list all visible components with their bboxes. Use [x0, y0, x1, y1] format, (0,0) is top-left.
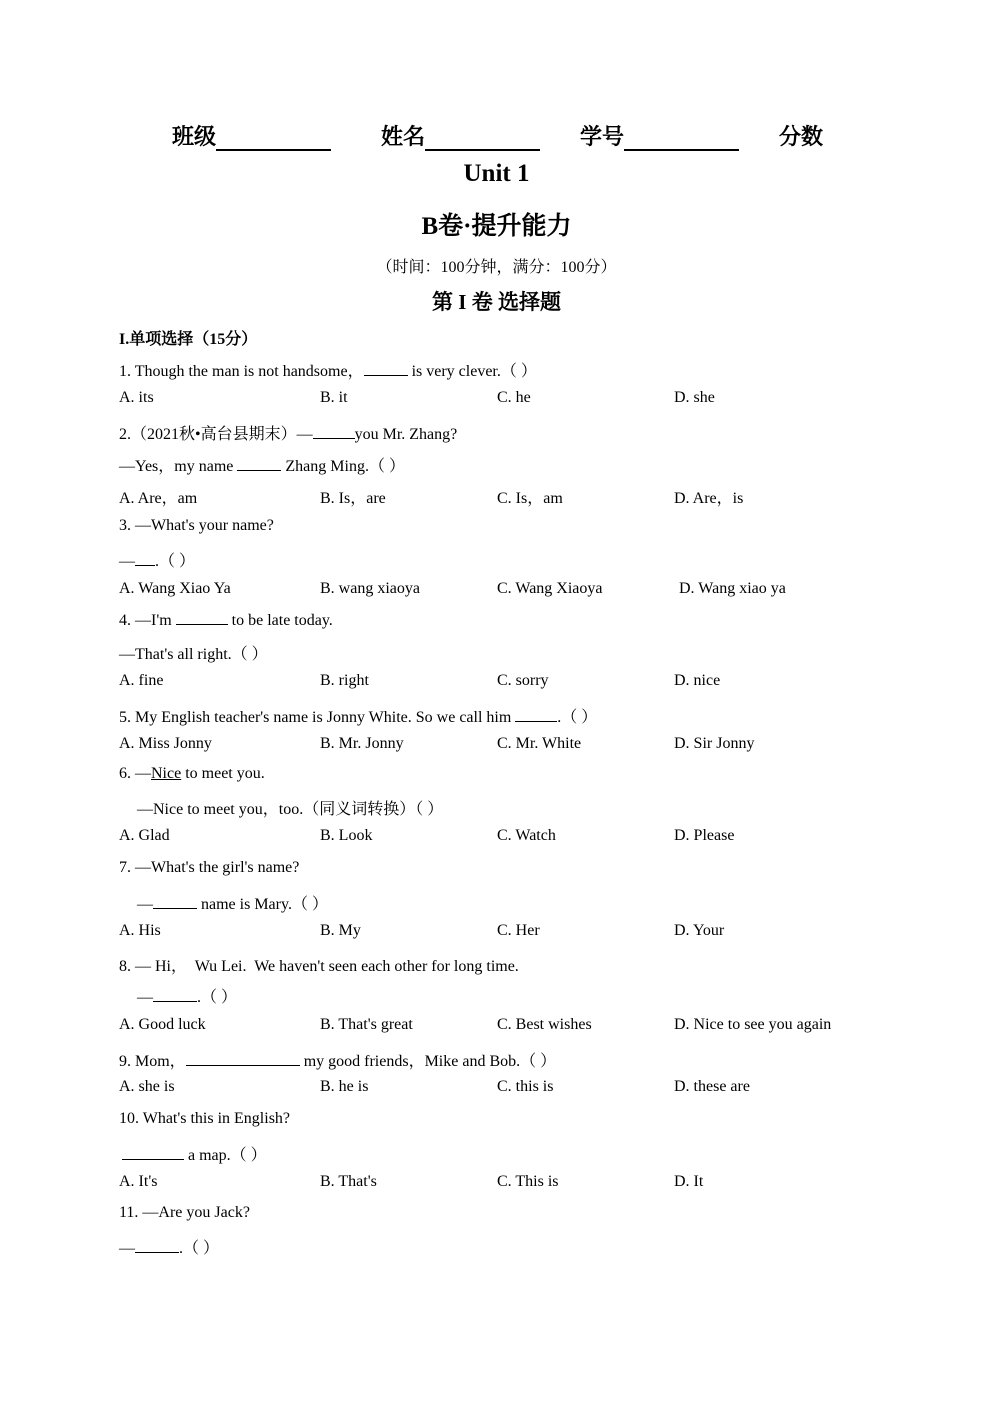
question-text: 1. Though the man is not handsome，	[119, 363, 364, 380]
option-d[interactable]: D. Your	[674, 922, 725, 939]
answer-blank[interactable]	[313, 424, 355, 439]
option-a[interactable]: A. Miss Jonny	[119, 735, 212, 752]
question-text: to be late today.	[231, 612, 333, 629]
option-b[interactable]: B. Is，are	[320, 490, 386, 507]
answer-blank[interactable]	[186, 1051, 300, 1066]
question-text: you Mr. Zhang?	[354, 426, 458, 443]
question-9	[119, 1048, 556, 1071]
question-1	[119, 358, 537, 381]
question-text: —	[137, 989, 153, 1006]
answer-blank[interactable]	[237, 456, 281, 471]
question-text: —	[119, 553, 135, 570]
option-d[interactable]: D. Nice to see you again	[674, 1016, 832, 1033]
option-c[interactable]: C. This is	[497, 1173, 559, 1190]
question-7: 7. —What's the girl's name?	[119, 859, 300, 876]
question-text: to meet you.	[185, 765, 265, 782]
option-c[interactable]: C. sorry	[497, 672, 549, 689]
question-text: 9. Mom，	[119, 1053, 186, 1070]
question-11: 11. —Are you Jack?	[119, 1204, 250, 1221]
option-b[interactable]: B. That's great	[320, 1016, 413, 1033]
id-label: 学号	[580, 124, 625, 149]
question-8: 8. — Hi， Wu Lei. We haven't seen each other for long time.	[119, 958, 519, 975]
page-subtitle: B卷·提升能力	[421, 213, 572, 240]
option-c[interactable]: C. Wang Xiaoya	[497, 580, 603, 597]
option-b[interactable]: B. Mr. Jonny	[320, 735, 404, 752]
question-text: .（ ）	[197, 989, 238, 1006]
class-label: 班级	[172, 124, 217, 149]
option-b[interactable]: B. wang xiaoya	[320, 580, 420, 597]
option-c[interactable]: C. this is	[497, 1078, 554, 1095]
part-title: 第 I 卷 选择题	[432, 290, 561, 314]
form-header-score	[779, 120, 823, 151]
question-text: .（ ）	[179, 1240, 220, 1257]
question-text: —	[119, 1240, 135, 1257]
answer-blank[interactable]	[135, 1238, 179, 1253]
option-a[interactable]: A. fine	[119, 672, 164, 689]
page-title: Unit 1	[463, 160, 530, 187]
option-a[interactable]: A. It's	[119, 1173, 158, 1190]
option-b[interactable]: B. My	[320, 922, 361, 939]
question-text: is very clever.（ ）	[411, 363, 537, 380]
option-c[interactable]: C. Mr. White	[497, 735, 582, 752]
question-text: .（ ）	[557, 709, 598, 726]
option-b[interactable]: B. right	[320, 672, 369, 689]
time-note: （时间：100分钟，满分：100分）	[376, 259, 617, 276]
option-c[interactable]: C. Best wishes	[497, 1016, 592, 1033]
question-7-line-2	[137, 891, 328, 914]
question-text: name is Mary.（ ）	[201, 896, 328, 913]
question-5	[119, 704, 597, 727]
form-header-name	[381, 120, 540, 151]
question-11-line-2	[119, 1235, 219, 1258]
question-6	[119, 765, 265, 783]
question-4	[119, 610, 333, 630]
option-b[interactable]: B. it	[320, 389, 348, 406]
question-text: —Yes，my name	[119, 458, 234, 475]
option-d[interactable]: D. nice	[674, 672, 721, 689]
section-title: I.单项选择（15分）	[119, 331, 258, 348]
option-a[interactable]: A. Are，am	[119, 490, 198, 507]
question-3-line-2	[119, 548, 195, 571]
option-c[interactable]: C. he	[497, 389, 531, 406]
option-a[interactable]: A. she is	[119, 1078, 175, 1095]
question-10-line-2	[122, 1142, 267, 1165]
option-a[interactable]: A. Good luck	[119, 1016, 206, 1033]
underlined-word: Nice	[151, 765, 182, 782]
question-text: 2.（2021秋•高台县期末）—	[119, 426, 313, 443]
option-a[interactable]: A. Wang Xiao Ya	[119, 580, 231, 597]
form-header	[172, 120, 331, 151]
form-header-id	[580, 120, 739, 151]
answer-blank[interactable]	[176, 610, 228, 625]
question-6-line-2: —Nice to meet you，too.（同义词转换）（ ）	[137, 801, 444, 818]
option-a[interactable]: A. His	[119, 922, 161, 939]
option-d[interactable]: D. Are，is	[674, 490, 744, 507]
name-blank	[425, 127, 540, 151]
class-blank	[216, 127, 331, 151]
option-b[interactable]: B. That's	[320, 1173, 377, 1190]
question-4-line-2: —That's all right.（ ）	[119, 646, 268, 663]
question-3: 3. —What's your name?	[119, 517, 274, 534]
option-d[interactable]: D. she	[674, 389, 715, 406]
question-2	[119, 421, 457, 444]
option-d[interactable]: D. these are	[674, 1078, 750, 1095]
question-text: a map.（ ）	[188, 1147, 267, 1164]
option-c[interactable]: C. Is，am	[497, 490, 563, 507]
question-text: Zhang Ming.（ ）	[285, 458, 405, 475]
question-text: 5. My English teacher's name is Jonny White. So we call him	[119, 709, 512, 726]
question-text: my good friends，Mike and Bob.（ ）	[303, 1053, 557, 1070]
option-c[interactable]: C. Her	[497, 922, 540, 939]
question-text: 4. —I'm	[119, 612, 172, 629]
answer-blank[interactable]	[364, 361, 408, 376]
option-d[interactable]: D. Wang xiao ya	[679, 580, 786, 597]
option-d[interactable]: D. Please	[674, 827, 735, 844]
id-blank	[624, 127, 739, 151]
answer-blank[interactable]	[135, 551, 155, 566]
name-label: 姓名	[381, 124, 426, 149]
question-text: 6. —	[119, 765, 151, 782]
option-d[interactable]: D. Sir Jonny	[674, 735, 755, 752]
answer-blank[interactable]	[122, 1145, 184, 1160]
answer-blank[interactable]	[153, 894, 197, 909]
question-10: 10. What's this in English?	[119, 1110, 291, 1127]
option-d[interactable]: D. It	[674, 1173, 704, 1190]
score-label: 分数	[779, 124, 824, 149]
question-2-line-2	[119, 453, 405, 476]
option-a[interactable]: A. its	[119, 389, 154, 406]
option-b[interactable]: B. Look	[320, 827, 373, 844]
question-8-line-2	[137, 984, 237, 1007]
answer-blank[interactable]	[153, 987, 197, 1002]
question-text: .（ ）	[155, 553, 196, 570]
question-text: —	[137, 896, 153, 913]
option-b[interactable]: B. he is	[320, 1078, 369, 1095]
answer-blank[interactable]	[515, 707, 557, 722]
option-c[interactable]: C. Watch	[497, 827, 556, 844]
option-a[interactable]: A. Glad	[119, 827, 170, 844]
